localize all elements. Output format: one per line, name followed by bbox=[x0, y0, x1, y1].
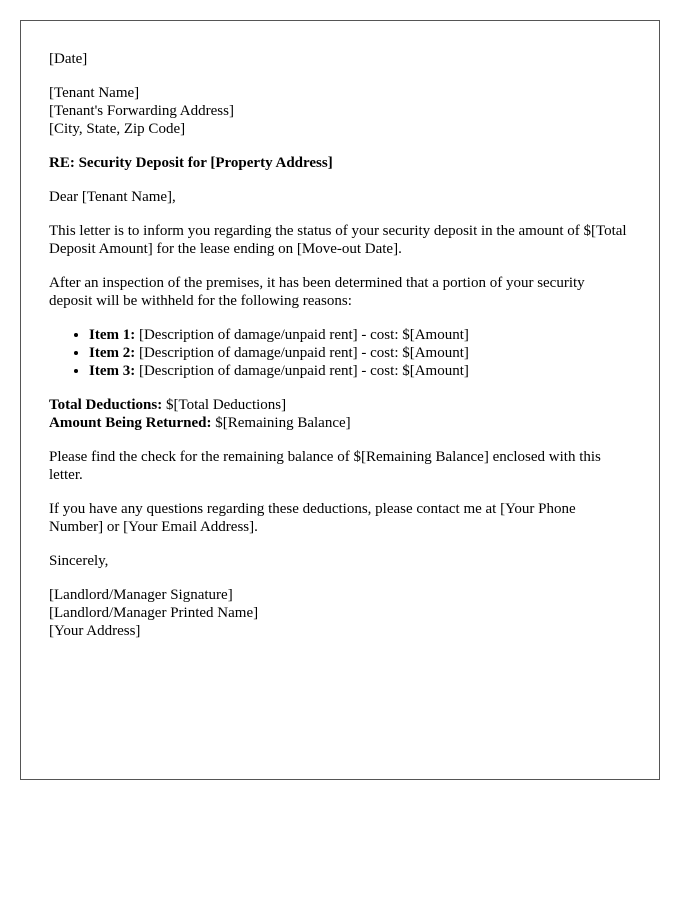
paragraph-deposit-status: This letter is to inform you regarding the status of your security deposit in the amount of $[Total Deposit Amount] for the lease ending on [Move-out Date]. bbox=[49, 223, 627, 257]
list-item bbox=[89, 344, 631, 362]
totals-block bbox=[49, 396, 631, 432]
salutation: Dear [Tenant Name], bbox=[49, 189, 176, 205]
recipient-name: [Tenant Name] bbox=[49, 85, 140, 101]
item-text: [Description of damage/unpaid rent] - cost: $[Amount] bbox=[135, 327, 469, 343]
recipient-address: [Tenant's Forwarding Address] bbox=[49, 103, 234, 119]
item-text: [Description of damage/unpaid rent] - cost: $[Amount] bbox=[135, 345, 469, 361]
sender-address: [Your Address] bbox=[49, 623, 141, 639]
recipient-block bbox=[49, 84, 631, 138]
subject-line: RE: Security Deposit for [Property Address] bbox=[49, 155, 333, 171]
letter-date: [Date] bbox=[49, 51, 88, 67]
list-item bbox=[89, 326, 631, 344]
total-deductions-line bbox=[49, 396, 631, 414]
signature-block bbox=[49, 586, 631, 640]
item-label: Item 1: bbox=[89, 327, 136, 343]
amount-returned-label: Amount Being Returned: bbox=[49, 415, 212, 431]
list-item bbox=[89, 362, 631, 380]
amount-returned-value: $[Remaining Balance] bbox=[211, 415, 351, 431]
paragraph-withheld-reasons: After an inspection of the premises, it has been determined that a portion of your security deposit will be withheld for the following reasons: bbox=[49, 275, 585, 309]
paragraph-enclosed-check: Please find the check for the remaining balance of $[Remaining Balance] enclosed with this letter. bbox=[49, 449, 601, 483]
item-label: Item 3: bbox=[89, 363, 136, 379]
signature-line: [Landlord/Manager Signature] bbox=[49, 587, 233, 603]
total-deductions-value: $[Total Deductions] bbox=[162, 397, 287, 413]
total-deductions-label: Total Deductions: bbox=[49, 397, 163, 413]
item-label: Item 2: bbox=[89, 345, 136, 361]
date-line bbox=[49, 50, 631, 68]
letter-page bbox=[20, 20, 660, 780]
item-text: [Description of damage/unpaid rent] - cost: $[Amount] bbox=[135, 363, 469, 379]
paragraph-contact: If you have any questions regarding these deductions, please contact me at [Your Phone Number] or [Your Email Address]. bbox=[49, 501, 576, 535]
recipient-city-state-zip: [City, State, Zip Code] bbox=[49, 121, 186, 137]
deduction-list bbox=[49, 326, 631, 380]
printed-name: [Landlord/Manager Printed Name] bbox=[49, 605, 259, 621]
closing: Sincerely, bbox=[49, 553, 109, 569]
amount-returned-line bbox=[49, 414, 631, 432]
